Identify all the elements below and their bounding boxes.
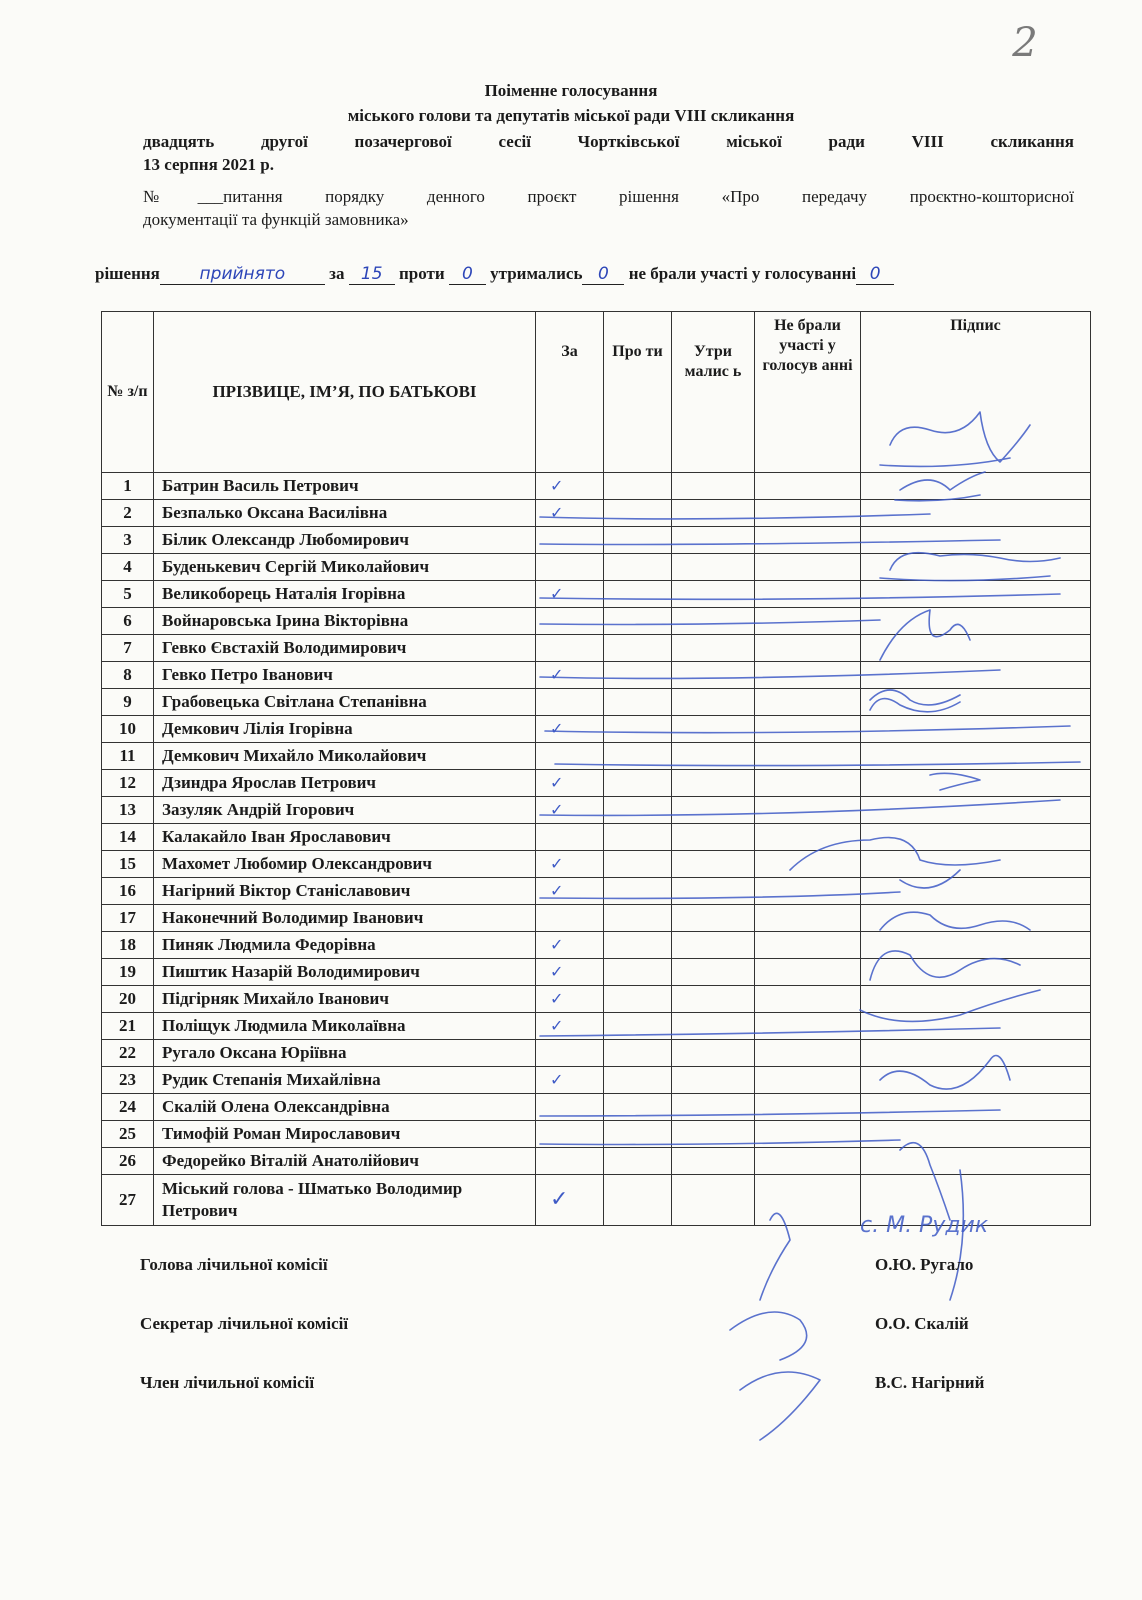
row-signature — [861, 797, 1091, 824]
for-label: за — [329, 264, 345, 283]
row-number: 14 — [102, 824, 154, 851]
table-row — [102, 959, 1091, 986]
row-name: Поліщук Людмила Миколаївна — [154, 1013, 536, 1040]
row-signature — [861, 959, 1091, 986]
row-abstain-vote — [672, 878, 755, 905]
row-signature — [861, 1067, 1091, 1094]
table-row — [102, 878, 1091, 905]
decision-label: рішення — [95, 264, 160, 283]
row-for-vote — [536, 581, 604, 608]
row-for-vote — [536, 689, 604, 716]
row-name: Махомет Любомир Олександрович — [154, 851, 536, 878]
check-mark-icon: ✓ — [550, 476, 564, 495]
row-against-vote — [604, 716, 672, 743]
row-against-vote — [604, 662, 672, 689]
table-row — [102, 743, 1091, 770]
row-name: Міський голова - Шматько Володимир Петрович — [154, 1175, 536, 1226]
commission-signature-2 — [730, 1312, 807, 1360]
agenda-item-line: №___питання порядку денного проєкт рішення «Про передачу проєктно-кошторисної — [143, 187, 1074, 206]
row-not-voted — [755, 554, 861, 581]
row-abstain-vote — [672, 743, 755, 770]
row-for-vote — [536, 959, 604, 986]
row-against-vote — [604, 689, 672, 716]
row-against-vote — [604, 1094, 672, 1121]
row-name: Демкович Лілія Ігорівна — [154, 716, 536, 743]
row-name: Рудик Степанія Михайлівна — [154, 1067, 536, 1094]
row-for-vote — [536, 1121, 604, 1148]
row-name: Грабовецька Світлана Степанівна — [154, 689, 536, 716]
row-name: Буденькевич Сергій Миколайович — [154, 554, 536, 581]
row-abstain-vote — [672, 1148, 755, 1175]
row-not-voted — [755, 905, 861, 932]
row-for-vote — [536, 986, 604, 1013]
table-header-row — [102, 312, 1091, 473]
row-abstain-vote — [672, 1040, 755, 1067]
row-for-vote — [536, 1148, 604, 1175]
row-against-vote — [604, 554, 672, 581]
row-abstain-vote — [672, 986, 755, 1013]
commission-person: В.С. Нагірний — [875, 1373, 985, 1392]
table-row — [102, 1175, 1091, 1226]
check-mark-icon: ✓ — [550, 881, 564, 900]
row-number: 19 — [102, 959, 154, 986]
row-abstain-vote — [672, 473, 755, 500]
row-not-voted — [755, 986, 861, 1013]
row-not-voted — [755, 527, 861, 554]
row-number: 12 — [102, 770, 154, 797]
row-against-vote — [604, 743, 672, 770]
row-for-vote — [536, 851, 604, 878]
row-abstain-vote — [672, 824, 755, 851]
row-against-vote — [604, 932, 672, 959]
row-number: 5 — [102, 581, 154, 608]
row-signature — [861, 635, 1091, 662]
row-for-vote — [536, 662, 604, 689]
row-number: 22 — [102, 1040, 154, 1067]
table-row — [102, 1094, 1091, 1121]
table-row — [102, 635, 1091, 662]
row-against-vote — [604, 905, 672, 932]
row-not-voted — [755, 635, 861, 662]
vote-rows — [102, 473, 1091, 1226]
not-voted-label: не брали участі у голосуванні — [628, 264, 857, 283]
session-line: двадцять другої позачергової сесії Чортківської міської ради VIII скликання — [143, 132, 1074, 151]
row-for-vote — [536, 635, 604, 662]
row-number: 18 — [102, 932, 154, 959]
row-abstain-vote — [672, 689, 755, 716]
row-signature — [861, 527, 1091, 554]
row-not-voted — [755, 1148, 861, 1175]
row-number: 8 — [102, 662, 154, 689]
table-row — [102, 1013, 1091, 1040]
row-for-vote — [536, 1013, 604, 1040]
vote-table — [101, 311, 1091, 1226]
row-abstain-vote — [672, 500, 755, 527]
row-abstain-vote — [672, 905, 755, 932]
row-abstain-vote — [672, 581, 755, 608]
table-row — [102, 1148, 1091, 1175]
row-name: Наконечний Володимир Іванович — [154, 905, 536, 932]
row-against-vote — [604, 824, 672, 851]
check-mark-icon: ✓ — [550, 935, 564, 954]
row-abstain-vote — [672, 1121, 755, 1148]
row-against-vote — [604, 473, 672, 500]
row-for-vote — [536, 608, 604, 635]
row-for-vote — [536, 1067, 604, 1094]
row-for-vote — [536, 905, 604, 932]
row-not-voted — [755, 473, 861, 500]
decision-summary — [95, 262, 1085, 286]
table-row — [102, 851, 1091, 878]
col-header-for: За — [536, 312, 604, 473]
row-number: 10 — [102, 716, 154, 743]
row-against-vote — [604, 770, 672, 797]
row-name: Тимофій Роман Мирославович — [154, 1121, 536, 1148]
table-row — [102, 824, 1091, 851]
row-abstain-vote — [672, 1013, 755, 1040]
table-row — [102, 1121, 1091, 1148]
row-number: 2 — [102, 500, 154, 527]
row-not-voted — [755, 878, 861, 905]
row-not-voted — [755, 932, 861, 959]
row-name: Гевко Євстахій Володимирович — [154, 635, 536, 662]
row-signature — [861, 932, 1091, 959]
commission-person: О.О. Скалій — [875, 1314, 969, 1333]
row-for-vote — [536, 527, 604, 554]
row-abstain-vote — [672, 959, 755, 986]
table-row — [102, 581, 1091, 608]
row-not-voted — [755, 743, 861, 770]
row-against-vote — [604, 608, 672, 635]
row-number: 20 — [102, 986, 154, 1013]
against-count: 0 — [449, 264, 486, 285]
row-not-voted — [755, 851, 861, 878]
row-name: Батрин Василь Петрович — [154, 473, 536, 500]
row-against-vote — [604, 797, 672, 824]
against-label: проти — [398, 264, 445, 283]
row-number: 6 — [102, 608, 154, 635]
abstain-count: 0 — [582, 264, 624, 285]
row-not-voted — [755, 1040, 861, 1067]
row-for-vote — [536, 1175, 604, 1226]
row-not-voted — [755, 1175, 861, 1226]
row-name: Гевко Петро Іванович — [154, 662, 536, 689]
row-not-voted — [755, 1121, 861, 1148]
commission-signature-3 — [740, 1372, 820, 1440]
row-not-voted — [755, 608, 861, 635]
row-for-vote — [536, 554, 604, 581]
row-signature — [861, 770, 1091, 797]
row-not-voted — [755, 1013, 861, 1040]
row-signature — [861, 1121, 1091, 1148]
row-name: Демкович Михайло Миколайович — [154, 743, 536, 770]
row-for-vote — [536, 716, 604, 743]
session-date: 13 серпня 2021 р. — [143, 155, 274, 174]
row-signature — [861, 608, 1091, 635]
row-for-vote — [536, 770, 604, 797]
row-not-voted — [755, 770, 861, 797]
row-not-voted — [755, 959, 861, 986]
row-not-voted — [755, 1094, 861, 1121]
row-signature — [861, 743, 1091, 770]
row-number: 26 — [102, 1148, 154, 1175]
col-header-name: ПРІЗВИЦЕ, ІМ’Я, ПО БАТЬКОВІ — [154, 312, 536, 473]
row-not-voted — [755, 581, 861, 608]
row-signature — [861, 500, 1091, 527]
check-mark-icon: ✓ — [550, 773, 564, 792]
row-abstain-vote — [672, 716, 755, 743]
row-against-vote — [604, 1040, 672, 1067]
row-against-vote — [604, 986, 672, 1013]
row-for-vote — [536, 473, 604, 500]
row-name: Підгірняк Михайло Іванович — [154, 986, 536, 1013]
row-against-vote — [604, 851, 672, 878]
for-count: 15 — [349, 264, 395, 285]
row-name: Войнаровська Ірина Вікторівна — [154, 608, 536, 635]
row-against-vote — [604, 1148, 672, 1175]
row-abstain-vote — [672, 797, 755, 824]
row-number: 21 — [102, 1013, 154, 1040]
commission-role: Секретар лічильної комісії — [140, 1314, 349, 1333]
row-name: Пиштик Назарій Володимирович — [154, 959, 536, 986]
abstain-label: утримались — [490, 264, 583, 283]
row-against-vote — [604, 959, 672, 986]
row-against-vote — [604, 527, 672, 554]
row-signature — [861, 689, 1091, 716]
table-row — [102, 932, 1091, 959]
table-row — [102, 905, 1091, 932]
table-row — [102, 662, 1091, 689]
row-signature — [861, 1040, 1091, 1067]
row-abstain-vote — [672, 770, 755, 797]
table-row — [102, 689, 1091, 716]
handwritten-note: с. М. Рудик — [860, 1213, 989, 1238]
not-voted-count: 0 — [856, 264, 894, 285]
table-row — [102, 554, 1091, 581]
check-mark-icon: ✓ — [550, 503, 564, 522]
row-name: Дзиндра Ярослав Петрович — [154, 770, 536, 797]
table-row — [102, 500, 1091, 527]
col-header-against: Про ти — [604, 312, 672, 473]
check-mark-icon: ✓ — [550, 1070, 564, 1089]
table-row — [102, 1040, 1091, 1067]
table-row — [102, 797, 1091, 824]
row-not-voted — [755, 500, 861, 527]
row-signature — [861, 1013, 1091, 1040]
row-number: 24 — [102, 1094, 154, 1121]
table-row — [102, 608, 1091, 635]
decision-value: прийнято — [160, 264, 325, 285]
row-signature — [861, 581, 1091, 608]
row-number: 3 — [102, 527, 154, 554]
row-not-voted — [755, 689, 861, 716]
row-abstain-vote — [672, 662, 755, 689]
row-abstain-vote — [672, 1175, 755, 1226]
row-name: Нагірний Віктор Станіславович — [154, 878, 536, 905]
row-number: 11 — [102, 743, 154, 770]
row-signature — [861, 905, 1091, 932]
row-name: Білик Олександр Любомирович — [154, 527, 536, 554]
row-signature — [861, 986, 1091, 1013]
row-for-vote — [536, 1040, 604, 1067]
row-for-vote — [536, 878, 604, 905]
row-abstain-vote — [672, 1094, 755, 1121]
commission-signature-1 — [760, 1213, 790, 1300]
commission-role: Член лічильної комісії — [140, 1373, 315, 1392]
row-number: 15 — [102, 851, 154, 878]
check-mark-icon: ✓ — [550, 989, 564, 1008]
row-abstain-vote — [672, 851, 755, 878]
row-name: Зазуляк Андрій Ігорович — [154, 797, 536, 824]
row-signature — [861, 473, 1091, 500]
row-number: 17 — [102, 905, 154, 932]
col-header-number: № з/п — [102, 312, 154, 473]
row-against-vote — [604, 1067, 672, 1094]
row-name: Ругало Оксана Юріївна — [154, 1040, 536, 1067]
table-row — [102, 473, 1091, 500]
row-for-vote — [536, 743, 604, 770]
row-signature — [861, 554, 1091, 581]
table-row — [102, 770, 1091, 797]
row-for-vote — [536, 797, 604, 824]
row-abstain-vote — [672, 608, 755, 635]
row-name: Скалій Олена Олександрівна — [154, 1094, 536, 1121]
row-name: Федорейко Віталій Анатолійович — [154, 1148, 536, 1175]
row-not-voted — [755, 1067, 861, 1094]
row-for-vote — [536, 824, 604, 851]
row-name: Безпалько Оксана Василівна — [154, 500, 536, 527]
row-not-voted — [755, 824, 861, 851]
row-signature — [861, 1094, 1091, 1121]
row-against-vote — [604, 878, 672, 905]
row-abstain-vote — [672, 635, 755, 662]
check-mark-icon: ✓ — [550, 1016, 564, 1035]
row-signature — [861, 878, 1091, 905]
row-number: 16 — [102, 878, 154, 905]
row-number: 1 — [102, 473, 154, 500]
check-mark-icon: ✓ — [550, 800, 564, 819]
col-header-not-voted: Не брали участі у голосув анні — [755, 312, 861, 473]
row-not-voted — [755, 716, 861, 743]
row-against-vote — [604, 1175, 672, 1226]
row-name: Калакайло Іван Ярославович — [154, 824, 536, 851]
row-not-voted — [755, 797, 861, 824]
table-row — [102, 716, 1091, 743]
row-signature — [861, 662, 1091, 689]
document-title: Поіменне голосування — [484, 81, 658, 100]
row-abstain-vote — [672, 932, 755, 959]
row-abstain-vote — [672, 1067, 755, 1094]
row-for-vote — [536, 1094, 604, 1121]
row-against-vote — [604, 1121, 672, 1148]
col-header-signature: Підпис — [861, 312, 1091, 473]
row-against-vote — [604, 581, 672, 608]
row-number: 4 — [102, 554, 154, 581]
check-mark-icon: ✓ — [550, 962, 564, 981]
row-for-vote — [536, 932, 604, 959]
check-mark-icon: ✓ — [550, 584, 564, 603]
row-number: 13 — [102, 797, 154, 824]
check-mark-icon: ✓ — [550, 719, 564, 738]
col-header-abstain: Утри малис ь — [672, 312, 755, 473]
row-number: 23 — [102, 1067, 154, 1094]
row-against-vote — [604, 635, 672, 662]
row-number: 9 — [102, 689, 154, 716]
row-signature — [861, 716, 1091, 743]
row-not-voted — [755, 662, 861, 689]
row-signature — [861, 824, 1091, 851]
row-against-vote — [604, 1013, 672, 1040]
check-mark-icon: ✓ — [550, 1186, 569, 1212]
row-abstain-vote — [672, 527, 755, 554]
agenda-item-line-2: документації та функцій замовника» — [143, 210, 409, 229]
table-row — [102, 986, 1091, 1013]
row-name: Пиняк Людмила Федорівна — [154, 932, 536, 959]
commission-role: Голова лічильної комісії — [140, 1255, 328, 1274]
row-against-vote — [604, 500, 672, 527]
row-number: 7 — [102, 635, 154, 662]
row-signature — [861, 851, 1091, 878]
table-row — [102, 1067, 1091, 1094]
document-subtitle: міського голови та депутатів міської ради VIII скликання — [347, 106, 795, 125]
row-number: 25 — [102, 1121, 154, 1148]
row-signature — [861, 1148, 1091, 1175]
row-name: Великоборець Наталія Ігорівна — [154, 581, 536, 608]
row-signature — [861, 1175, 1091, 1226]
check-mark-icon: ✓ — [550, 665, 564, 684]
row-for-vote — [536, 500, 604, 527]
row-abstain-vote — [672, 554, 755, 581]
check-mark-icon: ✓ — [550, 854, 564, 873]
row-number: 27 — [102, 1175, 154, 1226]
table-row — [102, 527, 1091, 554]
commission-person: О.Ю. Ругало — [875, 1255, 974, 1274]
page-number: 2 — [1012, 20, 1038, 66]
